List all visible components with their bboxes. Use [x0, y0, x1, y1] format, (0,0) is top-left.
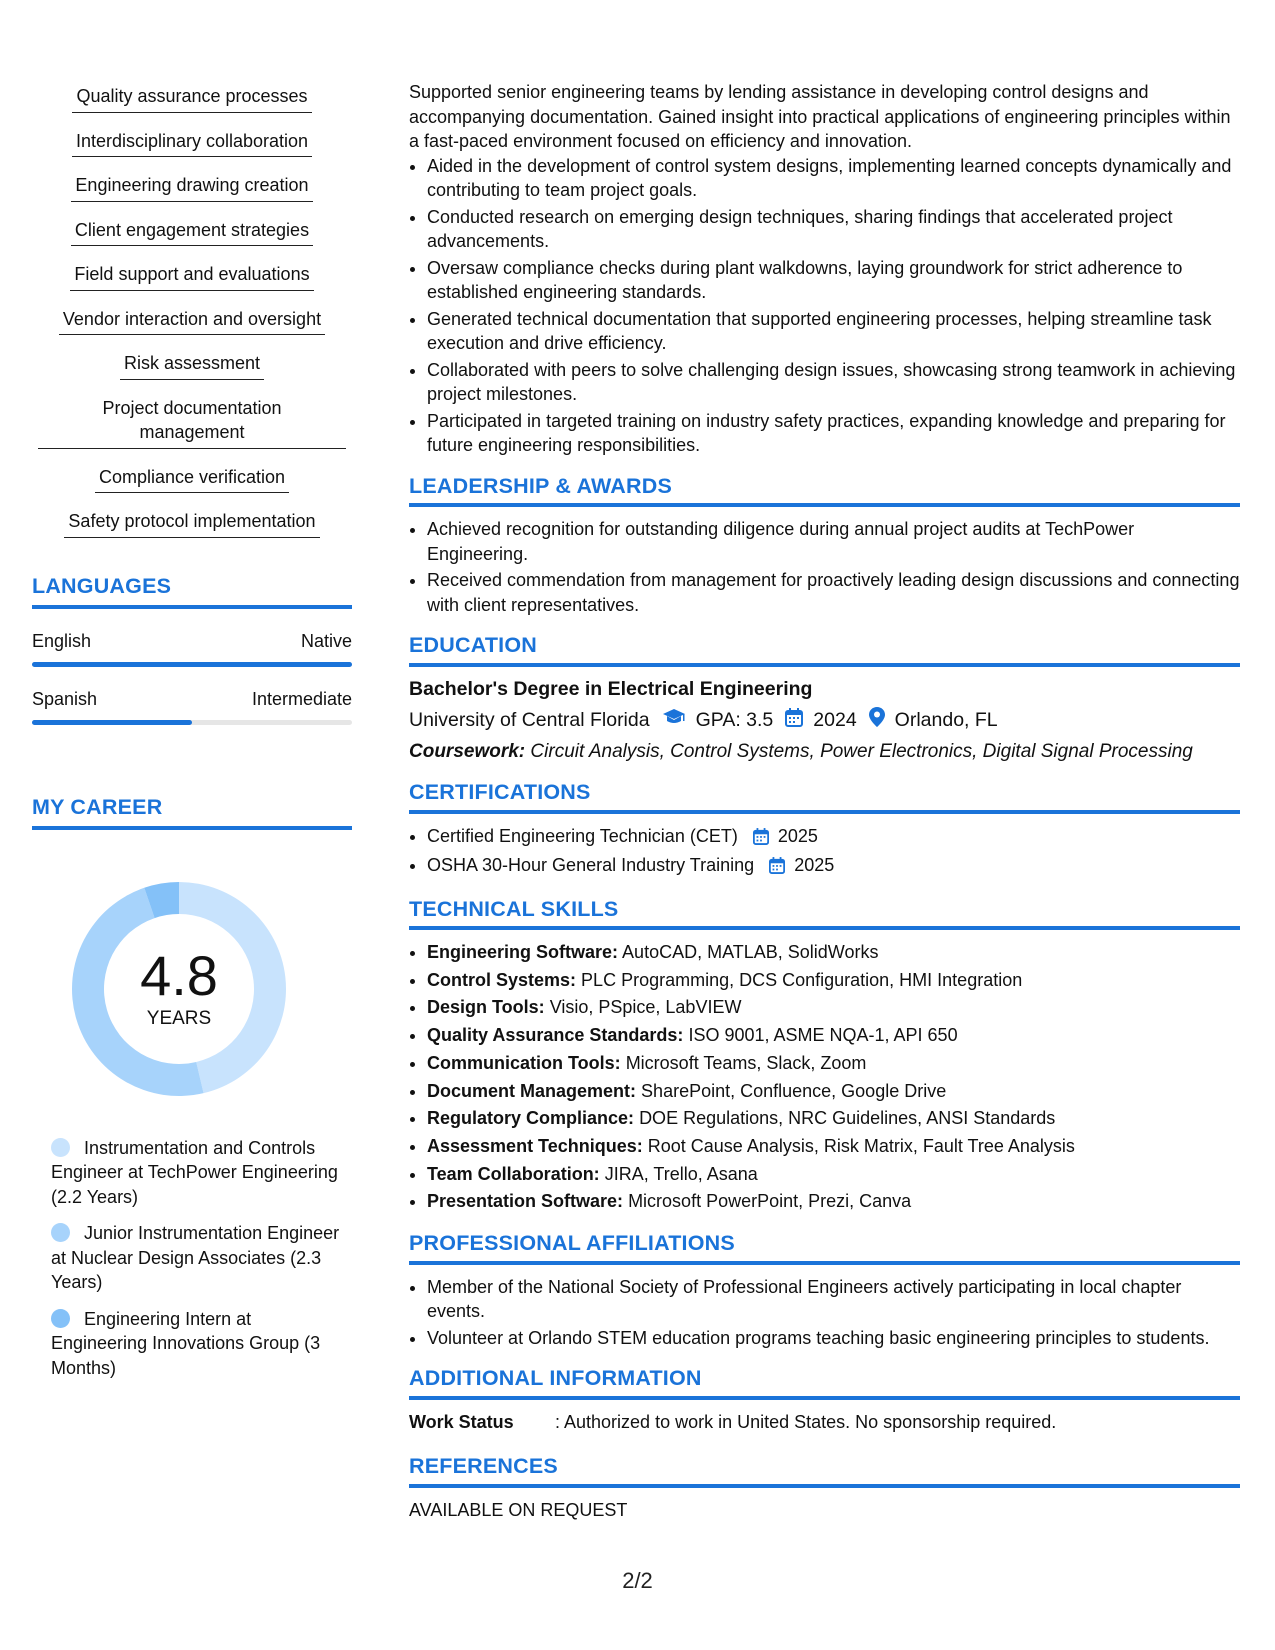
skill-item: Engineering drawing creation — [32, 173, 352, 202]
language-spanish — [32, 689, 352, 725]
affiliations-list — [409, 1275, 1240, 1351]
language-level: Native — [300, 630, 352, 651]
list-item: • Certified Engineering Technician (CET) 2025 — [427, 824, 1240, 852]
list-item: • Achieved recognition for outstanding diligence during annual project audits at TechPower Engineering. — [427, 517, 1240, 566]
skill-item: Project documentation management — [32, 396, 352, 449]
list-item: • Quality Assurance Standards: ISO 9001, ASME NQA-1, API 650 — [427, 1023, 1240, 1049]
language-bar-fill — [32, 662, 352, 667]
education-details — [409, 707, 1240, 734]
skill-item: Vendor interaction and oversight — [32, 307, 352, 336]
language-bar — [32, 662, 352, 667]
skill-item: Quality assurance processes — [32, 84, 352, 113]
calendar-icon — [753, 827, 769, 852]
coursework-label: Coursework: — [409, 740, 526, 762]
education-degree: Bachelor's Degree in Electrical Engineering — [409, 677, 813, 700]
technical-skills-list — [409, 940, 1240, 1215]
list-item: • Received commendation from management for proactively leading design discussions and connecting with client representatives. — [427, 568, 1240, 617]
work-status-row — [409, 1410, 1240, 1435]
left-column — [32, 84, 352, 1392]
list-item: • Volunteer at Orlando STEM education programs teaching basic engineering principles to students. — [427, 1326, 1240, 1351]
career-legend-item: Instrumentation and Controls Engineer at TechPower Engineering (2.2 Years) — [51, 1137, 338, 1207]
career-legend-item: Engineering Intern at Engineering Innovations Group (3 Months) — [51, 1308, 321, 1378]
skill-item: Risk assessment — [32, 351, 352, 380]
list-item: • Collaborated with peers to solve challenging design issues, showcasing strong teamwork in achieving project milestones. — [427, 358, 1240, 407]
career-legend-item: Junior Instrumentation Engineer at Nuclear Design Associates (2.3 Years) — [51, 1223, 340, 1292]
leadership-heading: LEADERSHIP & AWARDS — [409, 474, 1240, 508]
languages-heading: LANGUAGES — [32, 574, 352, 609]
career-legend — [32, 1136, 341, 1381]
list-item: • Generated technical documentation that supported engineering processes, helping streamline task execution and drive efficiency. — [427, 307, 1240, 356]
list-item: • Regulatory Compliance: DOE Regulations, NRC Guidelines, ANSI Standards — [427, 1106, 1240, 1132]
legend-dot — [51, 1138, 70, 1157]
career-donut — [64, 874, 294, 1104]
references-text: AVAILABLE ON REQUEST — [409, 1499, 628, 1520]
experience-bullets — [409, 154, 1240, 458]
additional-info-heading: ADDITIONAL INFORMATION — [409, 1366, 1240, 1400]
list-item: • Aided in the development of control system designs, implementing learned concepts dynamically and contributing to team project goals. — [427, 154, 1240, 203]
language-english — [32, 631, 352, 667]
skills-list — [32, 84, 352, 538]
language-name: English — [32, 630, 92, 651]
list-item: • Design Tools: Visio, PSpice, LabVIEW — [427, 995, 1240, 1021]
education-school: University of Central Florida — [409, 709, 650, 731]
affiliations-heading: PROFESSIONAL AFFILIATIONS — [409, 1231, 1240, 1265]
career-total-years: 4.8 — [140, 943, 218, 1007]
list-item: • Participated in targeted training on industry safety practices, expanding knowledge and preparing for future engineering responsibilities. — [427, 409, 1240, 458]
language-bar — [32, 720, 352, 725]
list-item: • Communication Tools: Microsoft Teams, Slack, Zoom — [427, 1051, 1240, 1077]
graduation-cap-icon — [662, 708, 686, 733]
career-heading: MY CAREER — [32, 795, 352, 830]
references-heading: REFERENCES — [409, 1454, 1240, 1488]
language-level: Intermediate — [251, 688, 352, 709]
list-item: • Engineering Software: AutoCAD, MATLAB, SolidWorks — [427, 940, 1240, 966]
skill-item: Safety protocol implementation — [32, 509, 352, 538]
list-item: • Presentation Software: Microsoft PowerPoint, Prezi, Canva — [427, 1189, 1240, 1215]
skill-item: Client engagement strategies — [32, 218, 352, 247]
calendar-icon — [785, 708, 803, 734]
calendar-icon — [769, 856, 785, 881]
leadership-list — [409, 517, 1240, 617]
work-status-label: Work Status — [409, 1411, 514, 1432]
language-name: Spanish — [32, 688, 98, 709]
skill-item: Interdisciplinary collaboration — [32, 129, 352, 158]
education-year: 2024 — [813, 709, 857, 731]
language-bar-fill — [32, 720, 192, 725]
technical-skills-heading: TECHNICAL SKILLS — [409, 897, 1240, 931]
work-status-value: : Authorized to work in United States. No sponsorship required. — [555, 1411, 1057, 1432]
page-number: 2/2 — [622, 1568, 653, 1593]
education-coursework — [409, 740, 1240, 765]
skill-item: Field support and evaluations — [32, 262, 352, 291]
certifications-heading: CERTIFICATIONS — [409, 780, 1240, 814]
education-gpa: GPA: 3.5 — [695, 709, 774, 731]
list-item: • Document Management: SharePoint, Confluence, Google Drive — [427, 1079, 1240, 1105]
location-pin-icon — [869, 707, 885, 734]
legend-dot — [51, 1223, 70, 1242]
list-item: • Team Collaboration: JIRA, Trello, Asana — [427, 1162, 1240, 1188]
list-item: • Conducted research on emerging design techniques, sharing findings that accelerated project advancements. — [427, 205, 1240, 254]
list-item: • Assessment Techniques: Root Cause Analysis, Risk Matrix, Fault Tree Analysis — [427, 1134, 1240, 1160]
right-column — [409, 80, 1240, 1522]
list-item: • OSHA 30-Hour General Industry Training 2025 — [427, 853, 1240, 881]
legend-dot — [51, 1309, 70, 1328]
education-location: Orlando, FL — [894, 709, 998, 731]
education-heading: EDUCATION — [409, 633, 1240, 667]
list-item: • Oversaw compliance checks during plant walkdowns, laying groundwork for strict adherence to established engineering standards. — [427, 256, 1240, 305]
coursework-value: Circuit Analysis, Control Systems, Power Electronics, Digital Signal Processing — [530, 740, 1193, 762]
skill-item: Compliance verification — [32, 465, 352, 494]
certifications-list — [409, 824, 1240, 881]
career-unit: YEARS — [146, 1007, 212, 1029]
list-item: • Member of the National Society of Professional Engineers actively participating in local chapter events. — [427, 1275, 1240, 1324]
list-item: • Control Systems: PLC Programming, DCS Configuration, HMI Integration — [427, 968, 1240, 994]
experience-intro: Supported senior engineering teams by lending assistance in developing control designs and accompanying documentation. Gained insight into practical applications of engineering principles within a fast-paced environment focused on efficiency and innovation. — [409, 82, 1231, 151]
